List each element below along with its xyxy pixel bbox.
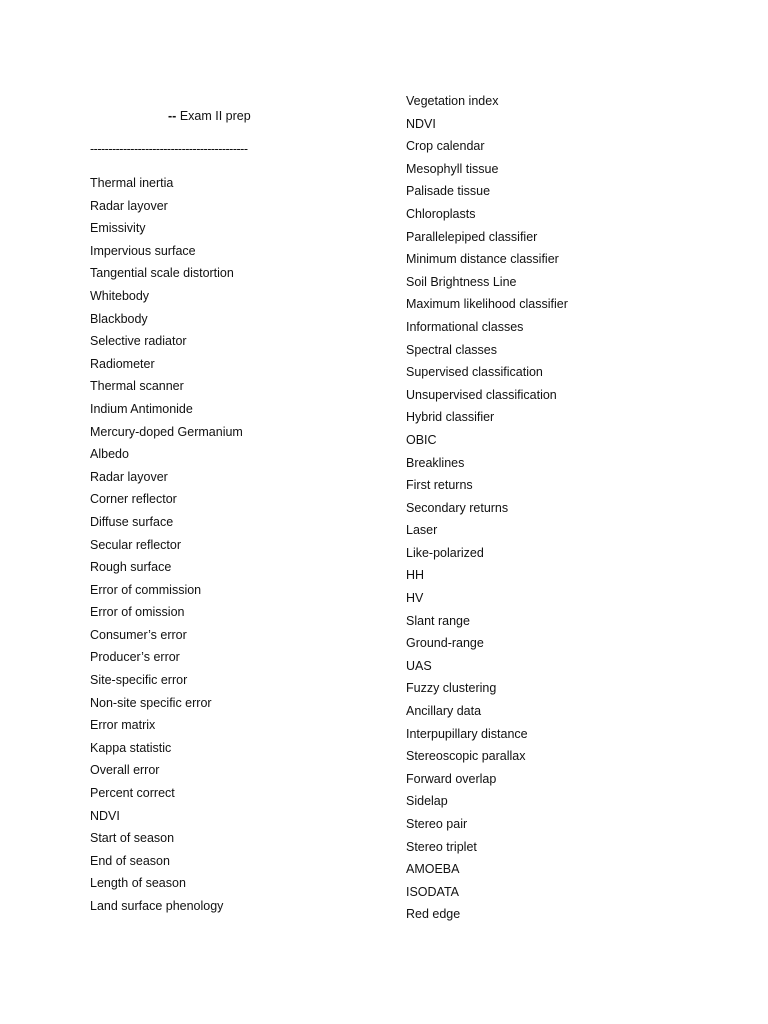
term-item: Hybrid classifier [406, 410, 495, 425]
term-item: Interpupillary distance [406, 726, 528, 741]
term-item: Radiometer [90, 356, 155, 371]
term-item: Informational classes [406, 319, 524, 334]
term-item: Error of omission [90, 605, 185, 620]
term-item: Mercury-doped Germanium [90, 424, 243, 439]
term-item: Impervious surface [90, 243, 196, 258]
term-item: NDVI [90, 808, 120, 823]
term-item: Chloroplasts [406, 206, 476, 221]
term-item: Radar layover [90, 198, 168, 213]
term-item: Radar layover [90, 469, 168, 484]
term-item: Soil Brightness Line [406, 274, 517, 289]
term-item: Unsupervised classification [406, 387, 557, 402]
term-item: Length of season [90, 876, 186, 891]
term-item: Overall error [90, 763, 160, 778]
term-item: Ancillary data [406, 704, 482, 719]
term-item: Indium Antimonide [90, 401, 193, 416]
term-item: Blackbody [90, 311, 148, 326]
term-item: Stereoscopic parallax [406, 749, 526, 764]
term-item: Sidelap [406, 794, 448, 809]
term-item: Mesophyll tissue [406, 161, 499, 176]
term-item: Consumer’s error [90, 627, 187, 642]
term-item: Site-specific error [90, 673, 188, 688]
term-item: UAS [406, 658, 432, 673]
term-item: OBIC [406, 432, 437, 447]
right-term-list [406, 90, 568, 926]
term-item: Crop calendar [406, 139, 485, 154]
term-item: Spectral classes [406, 342, 498, 357]
term-item: Vegetation index [406, 94, 499, 108]
term-item: Diffuse surface [90, 514, 174, 529]
term-item: Maximum likelihood classifier [406, 297, 568, 312]
term-item: Start of season [90, 831, 175, 846]
term-item: Stereo pair [406, 817, 468, 831]
term-item: Secular reflector [90, 537, 182, 552]
term-item: Emissivity [90, 221, 146, 236]
term-item: Parallelepiped classifier [406, 229, 538, 244]
term-item: Minimum distance classifier [406, 252, 559, 267]
term-item: Producer’s error [90, 650, 180, 665]
term-item: Forward overlap [406, 771, 497, 786]
page-title [168, 109, 251, 123]
term-item: Thermal scanner [90, 379, 184, 394]
term-item: Fuzzy clustering [406, 681, 497, 696]
term-item: AMOEBA [406, 862, 460, 877]
term-item: NDVI [406, 116, 436, 131]
term-item: Whitebody [90, 288, 150, 303]
term-item: Tangential scale distortion [90, 266, 234, 281]
term-item: Stereo triplet [406, 839, 477, 854]
term-item: Secondary returns [406, 500, 509, 515]
term-item: Percent correct [90, 786, 175, 801]
term-item: First returns [406, 478, 473, 493]
term-item: ISODATA [406, 884, 460, 899]
term-item: Slant range [406, 613, 470, 628]
divider-line: ------------------------------------------- [90, 142, 248, 156]
term-item: HH [406, 568, 425, 583]
left-term-list [90, 172, 243, 918]
title-text: Exam II prep [179, 109, 251, 123]
term-item: Corner reflector [90, 492, 177, 507]
term-item: Breaklines [406, 455, 465, 470]
term-item: Error matrix [90, 718, 156, 733]
term-item: Error of commission [90, 582, 202, 597]
term-item: Rough surface [90, 560, 172, 575]
term-item: Ground-range [406, 636, 484, 651]
term-item: Non-site specific error [90, 695, 212, 710]
term-item: Supervised classification [406, 365, 543, 380]
term-item: Red edge [406, 907, 461, 922]
term-item: End of season [90, 853, 170, 868]
term-item: Thermal inertia [90, 176, 174, 190]
term-item: Selective radiator [90, 334, 187, 349]
term-item: HV [406, 591, 424, 606]
term-item: Albedo [90, 447, 129, 462]
term-item: Palisade tissue [406, 184, 491, 199]
term-item: Kappa statistic [90, 740, 172, 755]
title-dash: -- [168, 109, 177, 123]
term-item: Land surface phenology [90, 899, 224, 913]
term-item: Like-polarized [406, 545, 484, 560]
term-item: Laser [406, 523, 438, 538]
